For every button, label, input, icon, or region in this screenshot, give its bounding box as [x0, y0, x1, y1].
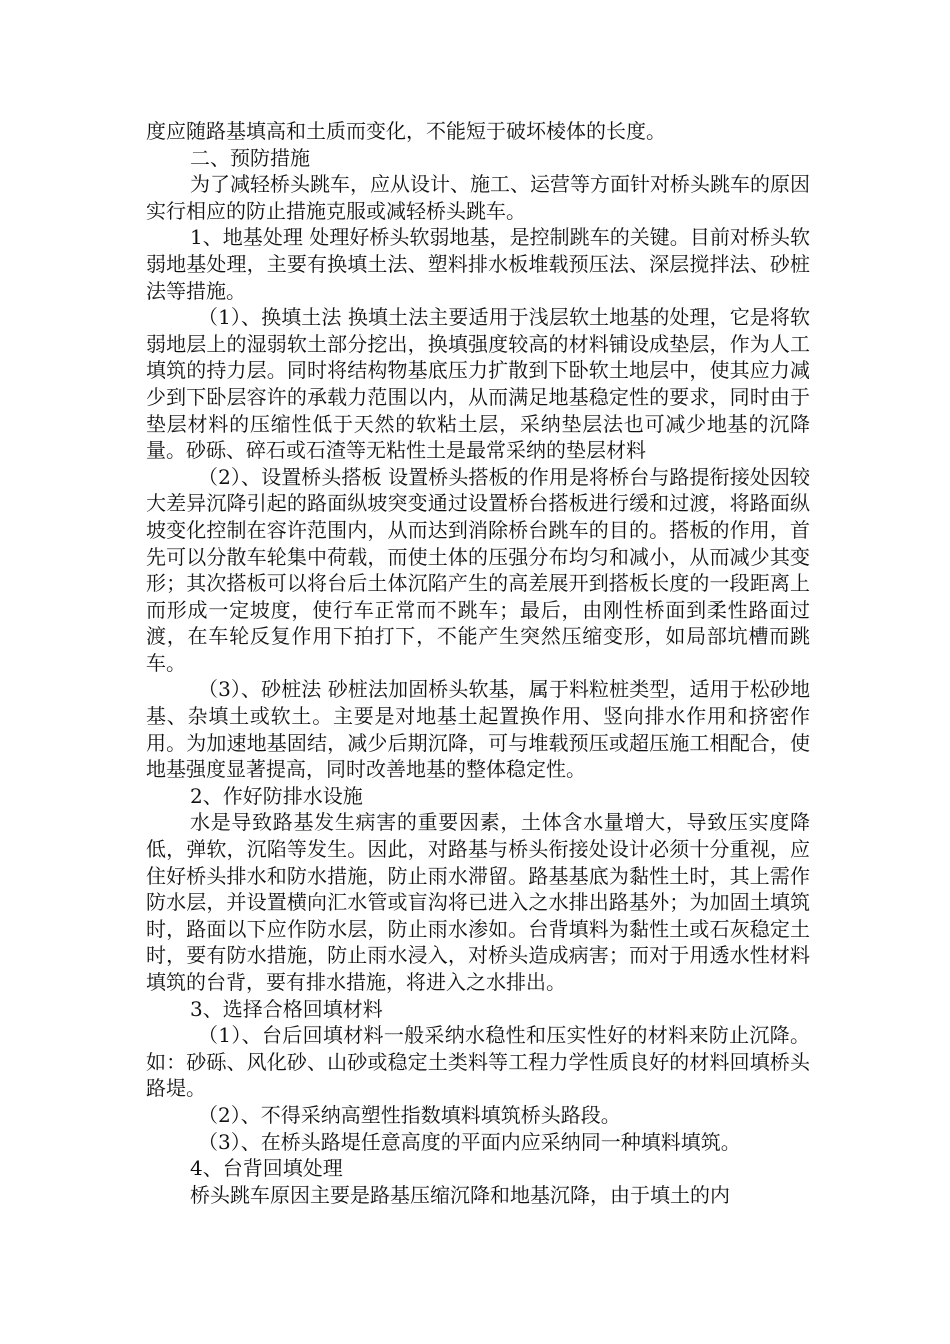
paragraph: 水是导致路基发生病害的重要因素，土体含水量增大，导致压实度降低，弹软，沉陷等发生。因此，对路基与桥头衔接处设计必须十分重视，应住好桥头排水和防水措施，防止雨水滞留。路基基底为黏性土时，其上需作防水层，并设置横向汇水管或盲沟将已进入之水排出路基外；为加固土填筑时，路面以下应作防水层，防止雨水渗如。台背填料为黏性土或石灰稳定土时，要有防水措施，防止雨水浸入，对桥头造成病害；而对于用透水性材料填筑的台背，要有排水措施，将进入之水排出。 [146, 810, 810, 994]
paragraph: （3）、在桥头路堤任意高度的平面内应采纳同一种填料填筑。 [198, 1129, 741, 1154]
paragraph: （2）、不得采纳高塑性指数填料填筑桥头路段。 [198, 1102, 621, 1127]
paragraph: （3）、砂桩法 砂桩法加固桥头软基，属于料粒桩类型，适用于松砂地基、杂填土或软土。主要是对地基土起置换作用、竖向排水作用和挤密作用。为加速地基固结，减少后期沉降，可与堆载预压或超压施工相配合，使地基强度显著提高，同时改善地基的整体稳定性。 [146, 677, 810, 782]
paragraph: 度应随路基填高和土质而变化，不能短于破坏棱体的长度。 [146, 119, 666, 143]
paragraph: （1）、换填土法 换填土法主要适用于浅层软土地基的处理，它是将软弱地层上的湿弱软土部分挖出，换填强度较高的材料铺设成垫层，作为人工填筑的持力层。同时将结构物基底压力扩散到下卧软土地层中，使其应力减少到下卧层容许的承载力范围以内，从而满足地基稳定性的要求，同时由于垫层材料的压缩性低于天然的软粘土层，采纳垫层法也可减少地基的沉降量。砂砾、碎石或石渣等无粘性土是最常采纳的垫层材料 [146, 305, 810, 463]
paragraph: 1、地基处理 处理好桥头软弱地基，是控制跳车的关键。目前对桥头软弱地基处理，主要有换填土法、塑料排水板堆载预压法、深层搅拌法、砂桩法等措施。 [146, 225, 810, 303]
subsection-heading: 4、台背回填处理 [190, 1156, 343, 1181]
paragraph: 为了减轻桥头跳车，应从设计、施工、运营等方面针对桥头跳车的原因实行相应的防止措施克服或减轻桥头跳车。 [146, 172, 810, 223]
paragraph: 桥头跳车原因主要是路基压缩沉降和地基沉降，由于填土的内 [190, 1182, 730, 1207]
paragraph: （2）、设置桥头搭板 设置桥头搭板的作用是将桥台与路提衔接处因较大差异沉降引起的路面纵坡突变通过设置桥台搭板进行缓和过渡，将路面纵坡变化控制在容许范围内，从而达到消除桥台跳车的目的。搭板的作用，首先可以分散车轮集中荷载，而使土体的压强分布均匀和减小，从而减少其变形；其次搭板可以将台后土体沉陷产生的高差展开到搭板长度的一段距离上而形成一定坡度，使行车正常而不跳车；最后，由刚性桥面到柔性路面过渡，在车轮反复作用下拍打下，不能产生突然压缩变形，如局部坑槽而跳车。 [146, 464, 810, 675]
section-heading: 二、预防措施 [190, 145, 310, 170]
subsection-heading: 3、选择合格回填材料 [190, 996, 383, 1021]
paragraph: （1）、台后回填材料一般采纳水稳性和压实性好的材料来防止沉降。如：砂砾、风化砂、山砂或稳定土类料等工程力学性质良好的材料回填桥头路堤。 [146, 1023, 810, 1101]
document-page [146, 118, 810, 1208]
subsection-heading: 2、作好防排水设施 [190, 783, 363, 808]
